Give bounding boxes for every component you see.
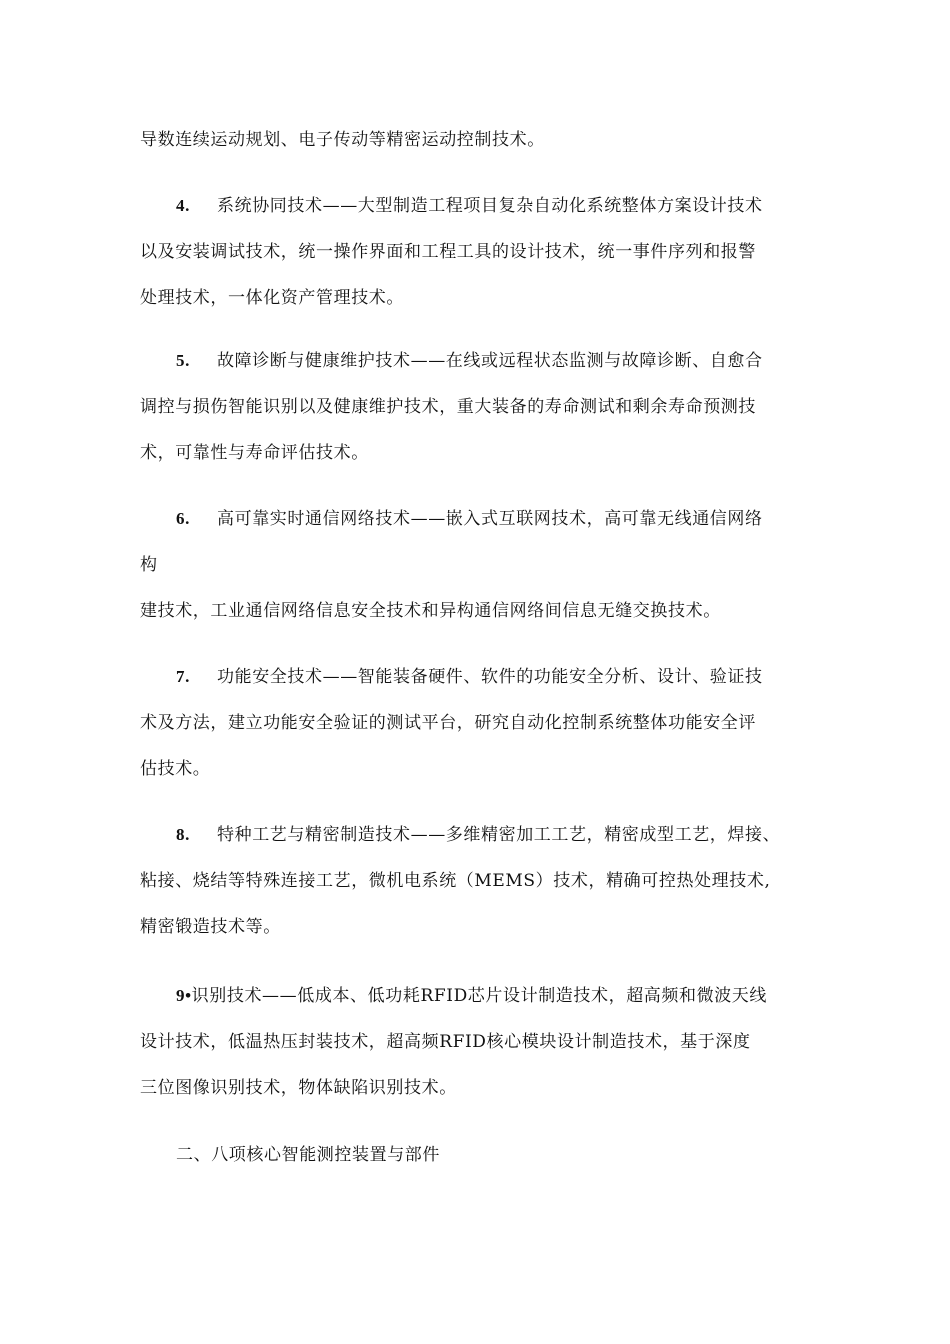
item-number: 6. xyxy=(176,509,190,528)
paragraph-line: 建技术，工业通信网络信息安全技术和异构通信网络间信息无缝交换技术。 xyxy=(140,601,721,621)
paragraph-line: 导数连续运动规划、电子传动等精密运动控制技术。 xyxy=(140,130,545,150)
item-number: 5. xyxy=(176,351,190,370)
section-heading: 二、八项核心智能测控装置与部件 xyxy=(176,1145,440,1165)
item-8-first-line xyxy=(176,823,780,847)
item-4-first-line xyxy=(176,194,763,218)
item-number: 4. xyxy=(176,196,190,215)
item-text: 系统协同技术——大型制造工程项目复杂自动化系统整体方案设计技术 xyxy=(217,196,763,216)
item-text: 特种工艺与精密制造技术——多维精密加工工艺，精密成型工艺，焊接、 xyxy=(217,825,781,845)
item-text: 高可靠实时通信网络技术——嵌入式互联网技术，高可靠无线通信网络 xyxy=(217,509,763,529)
paragraph-line: 调控与损伤智能识别以及健康维护技术，重大装备的寿命测试和剩余寿命预测技 xyxy=(140,397,756,417)
item-6-first-line xyxy=(176,507,763,531)
item-text: 识别技术——低成本、低功耗RFID芯片设计制造技术，超高频和微波天线 xyxy=(191,986,767,1006)
paragraph-line: 以及安装调试技术，统一操作界面和工程工具的设计技术，统一事件序列和报警 xyxy=(140,242,756,262)
item-number: 7. xyxy=(176,667,190,686)
item-number: 8. xyxy=(176,825,190,844)
item-9-first-line xyxy=(176,984,767,1008)
paragraph-line: 构 xyxy=(140,555,158,575)
item-7-first-line xyxy=(176,665,763,689)
item-5-first-line xyxy=(176,349,763,373)
paragraph-line: 设计技术，低温热压封装技术，超高频RFID核心模块设计制造技术，基于深度 xyxy=(140,1032,751,1052)
paragraph-line: 术，可靠性与寿命评估技术。 xyxy=(140,443,369,463)
paragraph-line: 精密锻造技术等。 xyxy=(140,917,281,937)
paragraph-line: 估技术。 xyxy=(140,759,211,779)
paragraph-line: 三位图像识别技术，物体缺陷识别技术。 xyxy=(140,1078,457,1098)
item-text: 功能安全技术——智能装备硬件、软件的功能安全分析、设计、验证技 xyxy=(217,667,763,687)
item-text: 故障诊断与健康维护技术——在线或远程状态监测与故障诊断、自愈合 xyxy=(217,351,763,371)
paragraph-line: 处理技术，一体化资产管理技术。 xyxy=(140,288,404,308)
paragraph-line: 术及方法，建立功能安全验证的测试平台，研究自动化控制系统整体功能安全评 xyxy=(140,713,756,733)
paragraph-line: 粘接、烧结等特殊连接工艺，微机电系统（MEMS）技术，精确可控热处理技术, xyxy=(140,871,771,891)
item-number: 9• xyxy=(176,986,192,1005)
